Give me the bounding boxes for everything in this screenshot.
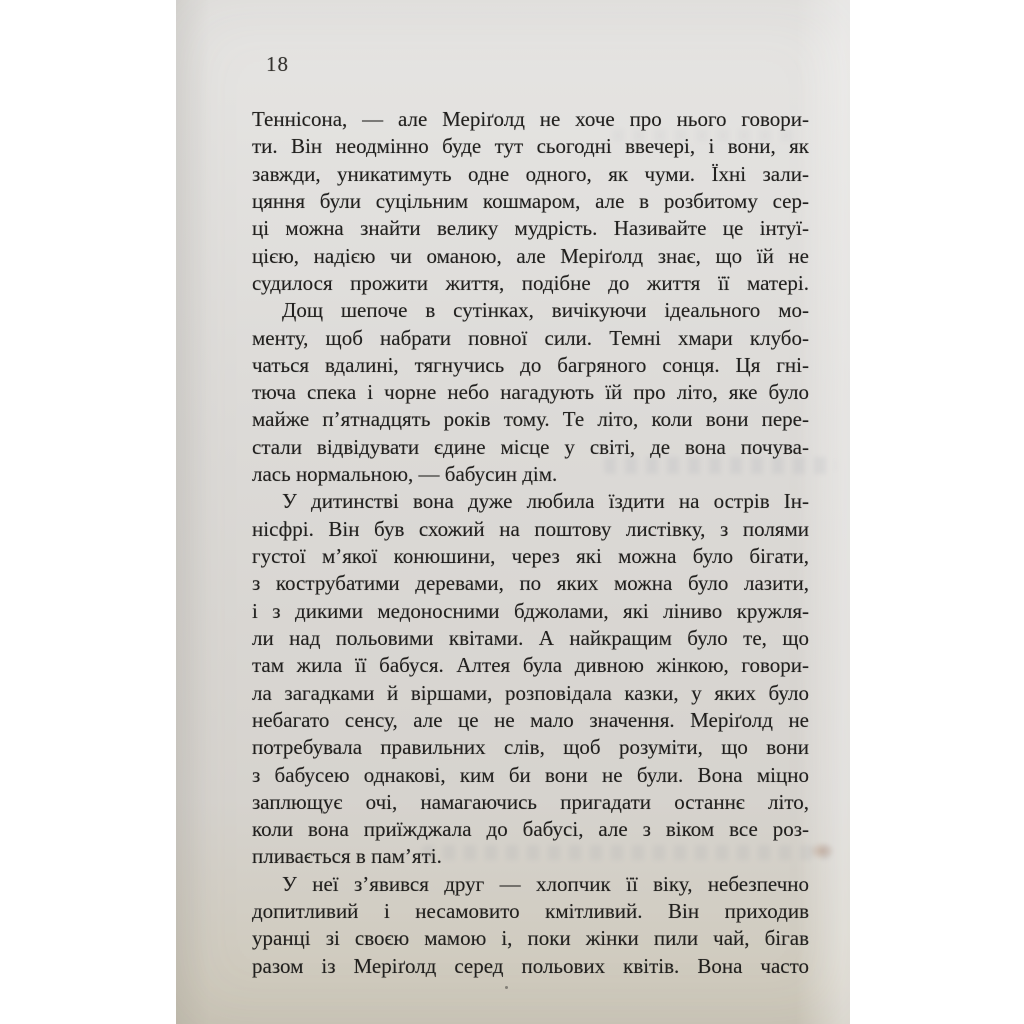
text-line: разом із Меріґолд серед польових квітів. Вона часто	[252, 953, 809, 978]
page-number: 18	[266, 52, 289, 76]
text-line: нісфрі. Він був схожий на поштову листівку, з полями	[252, 516, 809, 541]
text-line: стали відвідувати єдине місце у світі, де вона почува-	[252, 434, 809, 459]
text-line: ли над польовими квітами. А найкращим було те, що	[252, 625, 809, 650]
text-line: лась нормальною, — бабусин дім.	[252, 462, 558, 487]
text-line: цією, надією чи оманою, але Меріґолд знає, що їй не	[252, 243, 809, 268]
book-page-photo	[176, 0, 850, 1024]
text-line: У неї з’явився друг — хлопчик її віку, небезпечно	[282, 871, 809, 896]
paper-speck-artifact	[505, 986, 508, 989]
text-line: з кострубатими деревами, по яких можна було лазити,	[252, 571, 809, 596]
text-line: з бабусею однакові, ким би вони не були. Вона міцно	[252, 762, 809, 787]
text-line: Дощ шепоче в сутінках, вичікуючи ідеального мо-	[282, 298, 809, 323]
text-line: Теннісона, — але Меріґолд не хоче про нього говори-	[252, 107, 809, 131]
text-line: уранці зі своєю мамою і, поки жінки пили чай, бігав	[252, 926, 809, 951]
text-line: менту, щоб набрати повної сили. Темні хмари клубо-	[252, 325, 809, 350]
text-line: і з дикими медоносними бджолами, які ліниво кружля-	[252, 598, 809, 623]
text-line: потребувала правильних слів, щоб розуміти, що вони	[252, 735, 809, 760]
text-line: ла загадками й віршами, розповідала казки, у яких було	[252, 680, 809, 705]
text-line: завжди, уникатимуть одне одного, як чуми. Їхні зали-	[252, 161, 809, 186]
text-block	[252, 106, 809, 980]
text-line: допитливий і несамовито кмітливий. Він приходив	[252, 899, 809, 924]
text-line: ти. Він неодмінно буде тут сьогодні ввечері, і вони, як	[252, 134, 809, 159]
text-line: небагато сенсу, але це не мало значення. Меріґолд не	[252, 707, 809, 732]
paper-stain-artifact	[809, 842, 835, 860]
text-line: густої м’якої конюшини, через які можна було бігати,	[252, 544, 809, 568]
text-line: ці можна знайти велику мудрість. Називайте це інтуї-	[252, 216, 809, 241]
text-line: тюча спека і чорне небо нагадують їй про літо, яке було	[252, 380, 809, 405]
text-line: пливається в пам’яті.	[252, 844, 442, 869]
text-line: заплющує очі, намагаючись пригадати останнє літо,	[252, 789, 809, 814]
text-line: судилося прожити життя, подібне до життя її матері.	[252, 270, 809, 295]
text-line: цяння були суцільним кошмаром, але в розбитому сер-	[252, 188, 809, 213]
text-line: У дитинстві вона дуже любила їздити на острів Ін-	[282, 489, 809, 514]
text-line: чаться вдалині, тягнучись до багряного сонця. Ця гні-	[252, 352, 809, 377]
text-line: коли вона приїжджала до бабусі, але з віком все роз-	[252, 817, 809, 842]
text-line: майже п’ятнадцять років тому. Те літо, коли вони пере-	[252, 407, 809, 432]
text-line: там жила її бабуся. Алтея була дивною жінкою, говори-	[252, 653, 809, 678]
